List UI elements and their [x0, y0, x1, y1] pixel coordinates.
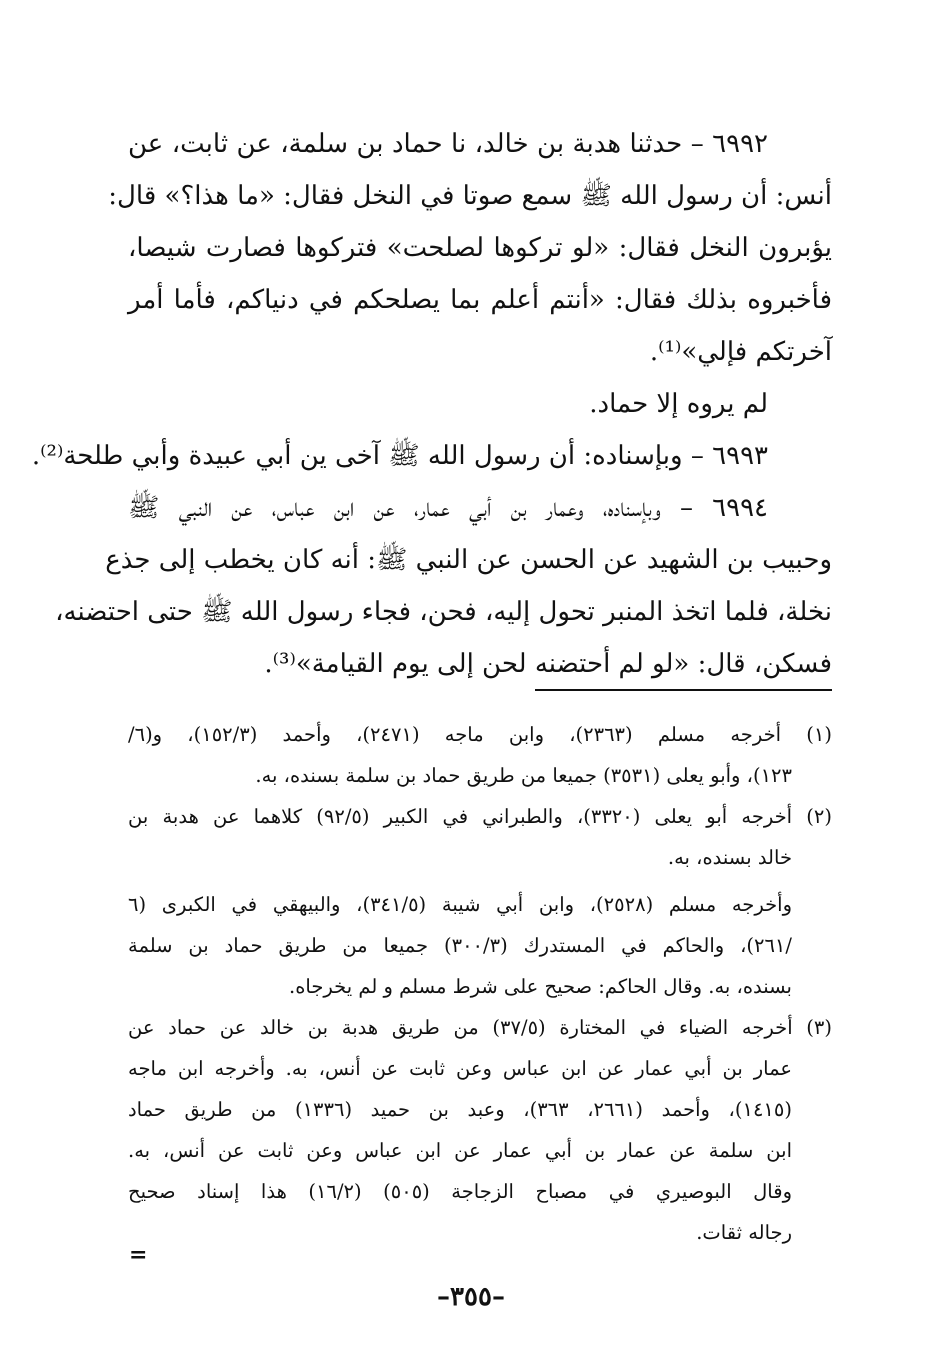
hadith-6992-line-2: أنس: أن رسول الله ﷺ سمع صوتا في النخل فقال: «ما هذا؟» قال: [108, 181, 832, 211]
hadith-6994-line-2: وحبيب بن الشهيد عن الحسن عن النبي ﷺ: أنه كان يخطب إلى جذع [105, 545, 832, 575]
hadith-6992-line-4: فأخبروه بذلك فقال: «أنتم أعلم بما يصلحكم في دنياكم، فأما أمر [128, 285, 832, 315]
footnote-3-line-5: وقال البوصيري في مصباح الزجاجة (٥٠٥) (١٦/٢) هذا إسناد صحيح [128, 1180, 792, 1203]
footnote-3-line-6: رجاله ثقات. [696, 1221, 792, 1244]
footnote-1-line-2: ١٢٣)، وأبو يعلى (٣٥٣١) جميعا من طريق حماد بن سلمة بسنده، به. [255, 764, 792, 787]
hadith-6994-line-1: ٦٩٩٤ – وبإسناده، وعمار بن أبي عمار، عن ابن عباس، عن النبي ﷺ [128, 493, 768, 523]
hadith-6993-line-1: ٦٩٩٣ – وبإسناده: أن رسول الله ﷺ آخى ين أبي عبيدة وأبي طلحة⁽²⁾. [31, 441, 768, 471]
footnote-3-line-4: ابن سلمة عن عمار بن أبي عمار عن ابن عباس وعن ثابت عن أنس، به. [128, 1139, 792, 1162]
footnote-2-line-4: /٢٦١)، والحاكم في المستدرك (٣٠٠/٣) جميعا من طريق حماد بن سلمة [128, 934, 792, 957]
footnote-3-line-2: عمار بن أبي عمار عن ابن عباس وعن ثابت عن أنس، به. وأخرجه ابن ماجه [128, 1057, 792, 1080]
hadith-6992-line-5: آخرتكم فإلي»⁽¹⁾. [649, 337, 832, 367]
hadith-text [31, 118, 832, 690]
hadith-6992-line-1: ٦٩٩٢ – حدثنا هدبة بن خالد، نا حماد بن سلمة، عن ثابت، عن [128, 129, 768, 159]
footnote-separator [535, 689, 832, 691]
hadith-6994-line-4: فسكن، قال: «لو لم أحتضنه لحن إلى يوم القيامة»⁽³⁾. [264, 649, 832, 679]
footnote-2-line-3: وأخرجه مسلم (٢٥٢٨)، وابن أبي شيبة (٣٤١/٥)، والبيهقي في الكبرى (٦ [128, 893, 793, 916]
continuation-mark: = [129, 1242, 148, 1268]
hadith-6992-line-3: يؤبرون النخل فقال: «لو تركوها لصلحت» فتركوها فصارت شيصا، [128, 233, 832, 263]
footnote-3-line-1: (٣) أخرجه الضياء في المختارة (٣٧/٥) من طريق هدبة بن خالد عن حماد عن [128, 1016, 832, 1039]
footnote-3-line-3: (١٤١٥)، وأحمد (٢٦٦١، ٣٦٣)، وعبد بن حميد (١٣٣٦) من طريق حماد [128, 1098, 792, 1121]
hadith-6992-remark: لم يروه إلا حماد. [589, 389, 768, 419]
page-number: –٣٥٥– [437, 1282, 505, 1312]
footnote-2-line-1: (٢) أخرجه أبو يعلى (٣٣٢٠)، والطبراني في الكبير (٩٢/٥) كلاهما عن هدبة بن [128, 805, 832, 828]
footnotes [128, 714, 832, 1253]
footnote-2-line-5: بسنده، به. وقال الحاكم: صحيح على شرط مسلم و لم يخرجاه. [289, 975, 792, 998]
footnote-2-line-2: خالد بسنده، به. [667, 846, 792, 869]
footnote-1-line-1: (١) أخرجه مسلم (٢٣٦٣)، وابن ماجه (٢٤٧١)، وأحمد (١٥٢/٣)، و(٦/ [128, 723, 833, 746]
hadith-6994-line-3: نخلة، فلما اتخذ المنبر تحول إليه، فحن، فجاء رسول الله ﷺ حتى احتضنه، [55, 597, 832, 627]
